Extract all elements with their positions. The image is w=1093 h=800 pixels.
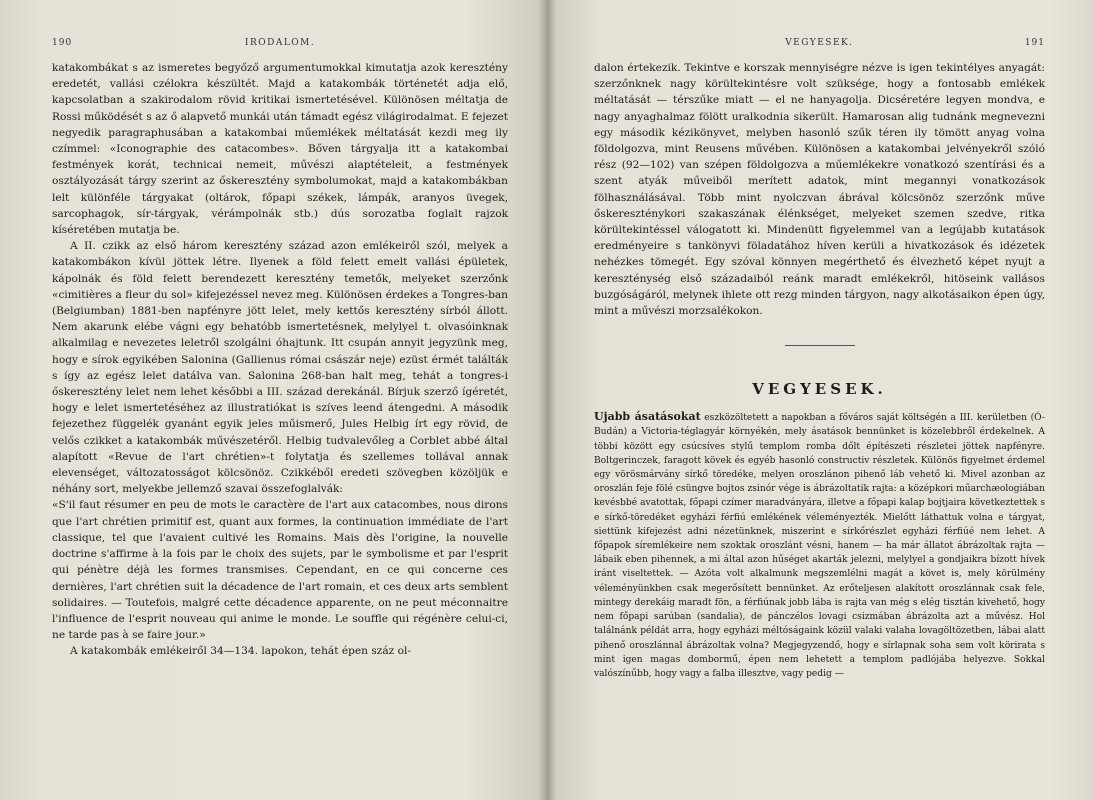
page-number: 191 <box>1024 38 1045 48</box>
page-number: 190 <box>52 38 73 48</box>
paragraph-last-line: A katakombák emlékeiről 34—134. lapokon, tehát épen száz ol- <box>70 645 411 658</box>
lead-phrase: Ujabb ásatásokat <box>594 410 701 424</box>
left-page-body <box>52 60 508 660</box>
miscellany-entry <box>594 410 1045 681</box>
left-page-header <box>52 38 508 48</box>
left-page <box>0 0 546 800</box>
running-head: IRODALOM. <box>244 38 316 48</box>
section-divider <box>785 345 855 346</box>
french-quote: «S'il faut résumer en peu de mots le caractère de l'art aux catacombes, nous dirons que l'art chrétien primitif est, quant aux formes, la continuation immédiate de l'art classique, tel que l'avaient cultivé les Romains. Mais dès l'origine, la nouvelle doctrine s'affirme à la fois par le choix des sujets, par le symbolisme et par l'esprit qui pénètre déjà les formes transmises. Cependant, en ce qui concerne ces dernières, l'art chrétien suit la décadence de l'art romain, et ces deux arts semblent solidaires. — Toutefois, malgré cette décadence apparente, on ne peut méconnaitre l'influence de l'esprit nouveau qui anime le monde. Le souffle qui régénère celui-ci, ne tarde pas à se faire jour.» <box>52 499 508 642</box>
paragraph: katakombákat s az ismeretes begyőző argumentumokkal kimutatja azok keresztény eredetét, vallási czélokra készültét. Majd a katakombák történetét adja elő, kapcsolatban a szakirodalom rövid kritikai ismertetésével. Különösen méltatja de Rossi működését s az ő alapvető munkái után támadt egész világirodalmat. E fejezet negyedik paragraphusában a katakombai műemlékek méltatását kezdi meg ily czímmel: «Iconographie des catacombes». Bőven tárgyalja itt a katakombai festmények korát, technicai nemeit, művészi alaptételeit, a festmények osztályozását tárgy szerint az őskeresztény symbolumokat, majd a katakombákban lelt különféle tárgyakat (oltárok, főpapi székek, lámpák, aranyos üvegek, sarcophagok, sír-tárgyak, vérámpolnák stb.) dús sorozatba foglalt rajzok kíséretében mutatja be. <box>52 62 508 237</box>
paragraph: dalon értekezik. Tekintve e korszak mennyiségre nézve is igen tekintélyes anyagát: szerzőnknek nagy körültekintésre volt szüksége, hogy a fontosabb emlékek méltatását — térszűke miatt — el ne hanyagolja. Dicséretére legyen mondva, e nagy anyaghalmaz fölött uralkodnia sikerült. Hamarosan alig tudnánk megnevezni egy második kézikönyvet, melyben hasonló szűk téren ily tömött anyag volna földolgozva, mint Reusens művében. Különösen a katakombai jelvényekről szóló rész (92—102) van szépen földolgozva a műemlékekre vonatkozó szentírási és a szent atyák műveiből merített adatok, mint megannyi vonatkozások fölhasználásával. Több mint nyolczvan ábrával kölcsönöz szerzőnk műve őskereszténykori szakaszának élénkséget, melyeket szemen szedve, ritka körültekintéssel válogatott ki. Mindenütt figyelemmel van a legújabb kutatások eredményeire s tankönyvi föladatához híven kerüli a hivatkozások és idézetek nehézkes tömegét. Egy szóval könnyen megérthető és élvezhető képet nyujt a kereszténység első századaiból reánk maradt emlékekről, hitöseink vallásos buzgóságáról, melynek ihlete ott rezg minden tárgyon, nagy alkotásaikon épen úgy, mint a művészi morzsalékokon. <box>594 62 1045 318</box>
right-page <box>546 0 1093 800</box>
miscellany-paragraph <box>594 410 1045 681</box>
miscellany-text: eszközöltetett a napokban a főváros saját költségén a III. kerületben (Ó-Budán) a Victoria-téglagyár környékén, mely ásatások bennünket is közelebbről érdekelnek. A többi között egy csúcsíves stylű templom romba dőlt építészeti részletei jöttek napfényre. Boltgerinczek, faragott kövek és egyéb hasonló constructiv részletek. Különös figyelmet érdemel egy vörösmárvány sírkő töredéke, melyen oroszlánon pihenő láb vehető ki. Mivel azonban az oroszlán feje fölé csüngve bojtos zsinór vége is ábrázoltatik rajta: a középkori műarchæologiában kevésbbé avatottak, főpapi czímer maradványára, illetve a főpapi kalap bojtjaira következtettek s e sírkő-töredéket egyházi férfiú emlékének véleményezték. Mielőtt láthattuk volna e tárgyat, siettünk kifejezést adni nézetünknek, miszerint e sírkőrészlet egyházi férfiúé nem lehet. A főpapok síremlékeire nem szoktak oroszlánt vésni, hanem — ha már állatot ábrázoltak rajta — lábaik eben pihennek, a mi által azon hűséget akarták jelezni, melylyel a gondjaikra bízott hívek iránt viseltettek. — Azóta volt alkalmunk megszemlélni magát a követ is, mely körülmény véleményünkben csak megerősített bennünket. Az erőteljesen alakított oroszlánnak csak fele, mintegy derekáig maradt fön, a férfiúnak jobb lába is rajta van még s elég tisztán kivehető, hogy nem főpapi sarúban (sandalia), de pánczélos lovagi csizmában ábrázolta azt a művész. Hol találnánk példát arra, hogy egyházi méltóságaink közül valaki valaha lovagöltözetben, lábai alatt pihenő oroszlánnal ábrázoltak volna? Megjegyzendő, hogy e sírlapnak soha sem volt körirata s mint igen magas dombormű, épen nem lehetett a templom padlójába helyezve. Sokkal valószínűbb, hogy vagy a falba illesztve, vagy pedig — <box>594 413 1045 679</box>
section-title: VEGYESEK. <box>752 380 887 399</box>
running-head: VEGYESEK. <box>785 38 854 48</box>
right-page-header <box>594 38 1045 48</box>
right-page-body <box>594 60 1045 319</box>
paragraph: A II. czikk az első három keresztény század azon emlékeiről szól, melyek a katakombákon kívül jöttek létre. Ilyenek a föld felett emelt vallási épületek, kápolnák és föld felett berendezett keresztény temetők, melyeket szerzőnk «cimitières a fleur du sol» kifejezéssel nevez meg. Különösen érdekes a Tongres-ban (Belgiumban) 1881-ben napfényre jött lelet, mely kettős keresztény sírból állott. Nem akarunk elébe vágni egy behatóbb ismertetésnek, melylyel t. olvasóinknak alkalmilag e nevezetes leletről szolgálni óhajtunk. Itt csupán annyit jegyzünk meg, hogy e sírok egyikében Salonina (Gallienus római császár neje) ezüst érmét találták s így az egész lelet datálva van. Salonina 268-ban halt meg, tehát a tongres-i őskeresztény lelet nem lehet későbbi a III. század derekánál. Bírjuk szerző ígéretét, hogy e lelet ismertetéséhez az illustratiókat is szíves leend átengedni. A második fejezethez függelék gyanánt egyik jeles műismerő, Jules Helbig írt egy rövid, de velős czikket a katakombák művészetéről. Helbig tudvalevőleg a Corblet abbé által alapított «Revue de l'art chrétien»-t folytatja és szellemes tollával annak elevenséget, változatosságot kölcsönöz. Czikkéből eredeti szövegben közöljük e néhány sort, melyekbe jellemző szavai összefoglalvák: <box>52 240 508 496</box>
